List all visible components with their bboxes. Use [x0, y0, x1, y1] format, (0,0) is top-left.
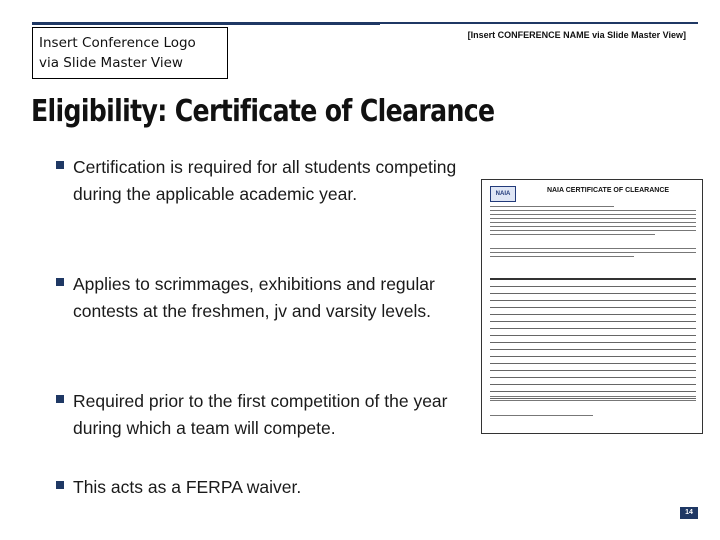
bullet-square-icon	[56, 278, 64, 286]
bullet-square-icon	[56, 395, 64, 403]
document-table	[490, 278, 696, 405]
bullet-text: Required prior to the first competition of the year during which a team will compete.	[73, 391, 448, 438]
logo-placeholder-line1: Insert Conference Logo	[39, 35, 196, 51]
document-signature-lines	[490, 396, 696, 419]
conference-logo-placeholder	[32, 27, 228, 79]
slide-title: Eligibility: Certificate of Clearance	[31, 94, 495, 129]
page-number-badge: 14	[680, 507, 698, 519]
logo-placeholder-line2: via Slide Master View	[39, 55, 183, 71]
bullet-square-icon	[56, 481, 64, 489]
bullet-square-icon	[56, 161, 64, 169]
bullet-text: Certification is required for all students competing during the applicable academic year.	[73, 157, 457, 204]
document-body-lines	[490, 206, 696, 238]
bullet-item	[56, 388, 466, 442]
bullet-text: This acts as a FERPA waiver.	[73, 477, 302, 497]
bullet-item	[56, 271, 466, 325]
document-note-box	[490, 248, 696, 260]
document-title: NAIA CERTIFICATE OF CLEARANCE	[546, 187, 670, 194]
header-rule-accent	[32, 22, 380, 25]
naia-logo-icon: NAIA	[490, 186, 516, 202]
certificate-document-image	[481, 179, 703, 434]
bullet-item	[56, 474, 466, 501]
bullet-item	[56, 154, 466, 208]
conference-name-placeholder: [Insert CONFERENCE NAME via Slide Master View]	[467, 30, 686, 40]
bullet-text: Applies to scrimmages, exhibitions and regular contests at the freshmen, jv and varsity levels.	[73, 274, 435, 321]
